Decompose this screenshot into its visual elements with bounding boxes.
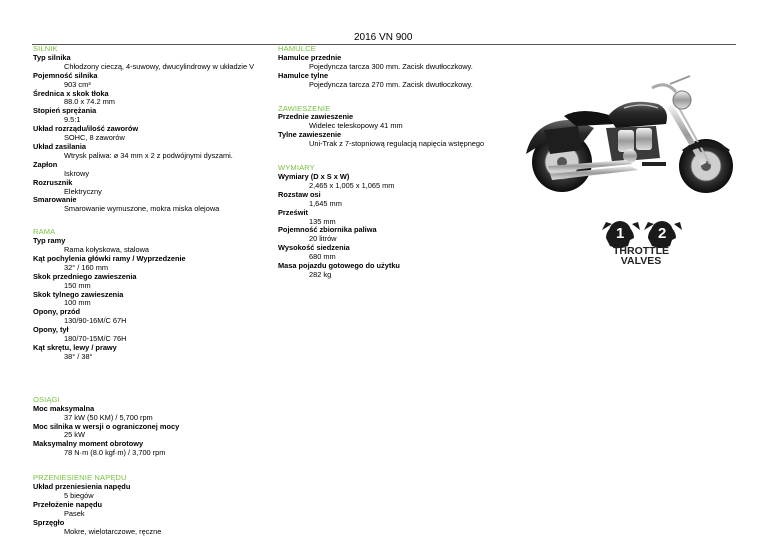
spec-value: 180/70-15M/C 76H — [64, 334, 127, 344]
spec-value: 680 mm — [309, 252, 336, 262]
left-spec-column — [33, 45, 258, 543]
spec-label: Sprzęgło — [33, 517, 65, 527]
section-title: SILNIK — [33, 44, 58, 53]
motorcycle-icon — [520, 66, 744, 198]
spec-section — [278, 105, 508, 150]
spec-label: Stopień sprężania — [33, 106, 97, 116]
spec-label: Moc maksymalna — [33, 403, 95, 413]
spec-section — [278, 164, 508, 280]
spec-label: Rozstaw osi — [278, 189, 321, 199]
middle-spec-column — [278, 45, 508, 290]
badge-number-right: 2 — [658, 225, 667, 242]
section-title: PRZENIESIENIE NAPĘDU — [33, 473, 127, 483]
spec-label: Przednie zawieszenie — [278, 112, 354, 122]
spec-value: 78 N·m (8.0 kgf·m) / 3,700 rpm — [64, 448, 166, 458]
spec-value: Smarowanie wymuszone, mokra miska olejowa — [64, 204, 220, 214]
spec-section — [33, 396, 258, 458]
section-title: ZAWIESZENIE — [278, 103, 331, 113]
spec-value: Rama kołyskowa, stalowa — [64, 245, 150, 255]
spec-value: Mokre, wielotarczowe, ręczne — [64, 526, 162, 536]
spec-value: 2,465 x 1,005 x 1,065 mm — [309, 180, 395, 190]
spec-label: Prześwit — [278, 207, 308, 217]
section-title: HAMULCE — [278, 44, 316, 53]
spec-value: 130/90-16M/C 67H — [64, 316, 127, 326]
spec-label: Pojemność silnika — [33, 70, 98, 80]
section-title: OSIĄGI — [33, 394, 60, 404]
spec-label: Masa pojazdu gotowego do użytku — [278, 261, 400, 271]
document-title: 2016 VN 900 — [354, 32, 413, 43]
badge-line2: VALVES — [620, 255, 662, 266]
spec-value: Pojedyncza tarcza 300 mm. Zacisk dwutłoczkowy. — [309, 61, 473, 71]
spec-value: 38° / 38° — [64, 351, 93, 361]
spec-label: Tylne zawieszenie — [278, 130, 342, 140]
spec-label: Typ silnika — [33, 52, 71, 62]
spec-value: 9.5:1 — [64, 115, 81, 125]
spec-value: Pojedyncza tarcza 270 mm. Zacisk dwutłoczkowy. — [309, 79, 473, 89]
spec-label: Układ przeniesienia napędu — [33, 482, 131, 492]
spec-label: Średnica x skok tłoka — [33, 88, 109, 98]
spec-value: 282 kg — [309, 269, 332, 279]
spec-label: Zapłon — [33, 159, 58, 169]
spec-value: 903 cm³ — [64, 79, 91, 89]
section-title: WYMIARY — [278, 163, 315, 173]
spec-label: Kąt pochylenia główki ramy / Wyprzedzenie — [33, 253, 186, 263]
spec-value: 20 litrów — [309, 234, 337, 244]
throttle-valves-badge — [592, 216, 690, 266]
spec-label: Opony, tył — [33, 325, 69, 335]
spec-label: Rozrusznik — [33, 177, 73, 187]
spec-label: Typ ramy — [33, 236, 66, 246]
spec-label: Moc silnika w wersji o ograniczonej mocy — [33, 421, 180, 431]
spec-value: Pasek — [64, 508, 85, 518]
spec-label: Pojemność zbiornika paliwa — [278, 225, 377, 235]
spec-section — [278, 45, 508, 90]
spec-section — [33, 474, 258, 536]
spec-label: Układ rozrządu/ilość zaworów — [33, 124, 139, 134]
spec-value: 135 mm — [309, 216, 336, 226]
spec-label: Maksymalny moment obrotowy — [33, 439, 144, 449]
spec-label: Smarowanie — [33, 195, 77, 205]
spec-value: Iskrowy — [64, 168, 90, 178]
spec-value: Elektryczny — [64, 186, 102, 196]
spec-value: 25 kW — [64, 430, 85, 440]
badge-number-left: 1 — [616, 225, 625, 242]
spec-label: Opony, przód — [33, 307, 81, 317]
motorcycle-image — [520, 66, 744, 198]
badge-line1: THROTTLE — [613, 245, 669, 257]
spec-value: 150 mm — [64, 280, 91, 290]
spec-value: 100 mm — [64, 298, 91, 308]
spec-value: Uni-Trak z 7-stopniową regulacją napięcia wstępnego — [309, 139, 485, 149]
spec-value: SOHC, 8 zaworów — [64, 133, 125, 143]
spec-label: Hamulce przednie — [278, 52, 342, 62]
spec-value: 1,645 mm — [309, 198, 342, 208]
spec-label: Wysokość siedzenia — [278, 243, 350, 253]
section-title: RAMA — [33, 227, 56, 237]
spec-label: Skok przedniego zawieszenia — [33, 271, 137, 281]
spec-label: Przełożenie napędu — [33, 499, 102, 509]
spec-label: Kąt skrętu, lewy / prawy — [33, 343, 117, 352]
spec-value: 37 kW (50 KM) / 5,700 rpm — [64, 412, 153, 422]
spec-section — [33, 45, 258, 214]
spec-label: Układ zasilania — [33, 141, 86, 151]
spec-label: Skok tylnego zawieszenia — [33, 289, 124, 299]
spec-value: Chłodzony cieczą, 4-suwowy, dwucylindrowy w układzie V — [64, 61, 255, 71]
spec-value: 88.0 x 74.2 mm — [64, 97, 115, 107]
spec-value: Widelec teleskopowy 41 mm — [309, 121, 403, 131]
spec-value: 32° / 160 mm — [64, 262, 109, 272]
spec-value: 5 biegów — [64, 490, 94, 500]
throttle-valves-icon — [592, 216, 690, 266]
spec-section — [33, 228, 258, 362]
spec-label: Hamulce tylne — [278, 70, 329, 80]
spec-value: Wtrysk paliwa: ø 34 mm x 2 z podwójnymi dyszami. — [64, 150, 233, 160]
spec-label: Wymiary (D x S x W) — [278, 171, 350, 181]
